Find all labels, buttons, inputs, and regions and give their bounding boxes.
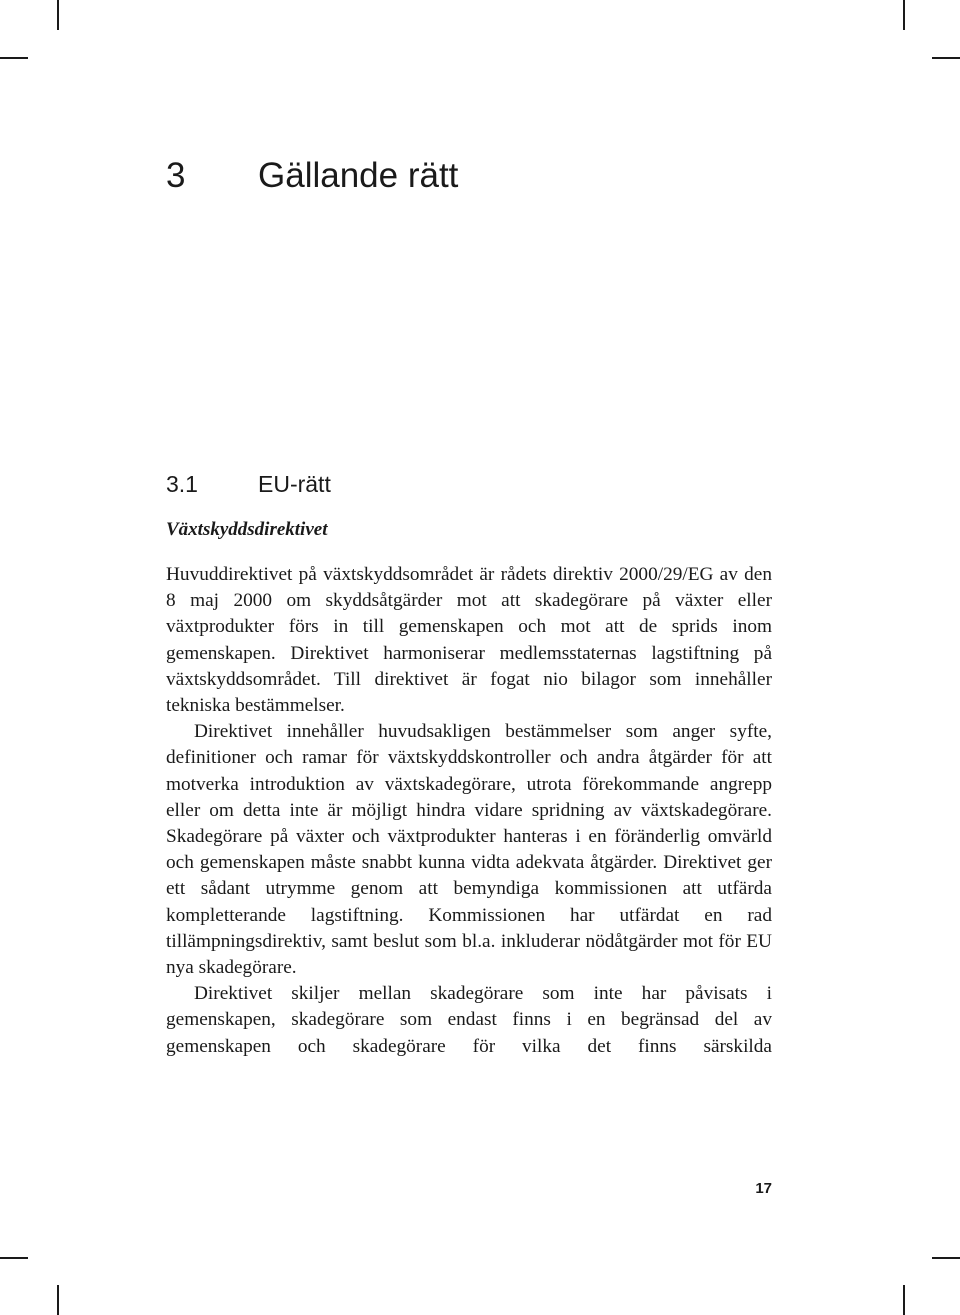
page-number: 17	[755, 1180, 772, 1197]
chapter-heading	[166, 152, 458, 200]
crop-mark	[903, 1285, 905, 1315]
crop-mark	[932, 1257, 960, 1259]
body-text	[166, 562, 772, 1060]
subheading: Växtskyddsdirektivet	[166, 519, 328, 540]
paragraph: Huvuddirektivet på växtskyddsområdet är rådets direktiv 2000/29/EG av den 8 maj 2000 om skyddsåtgärder mot att skadegörare på växter eller växtprodukter förs in till gemenskapen och mot att de sprids inom gemenskapen. Direktivet harmoniserar medlemsstaternas lagstiftning på växtskyddsområdet. Till direktivet är fogat nio bilagor som innehåller tekniska bestämmelser.	[166, 564, 772, 717]
chapter-title: Gällande rätt	[258, 156, 459, 195]
crop-mark	[57, 0, 59, 30]
section-heading	[166, 468, 331, 500]
section-title: EU-rätt	[258, 471, 331, 497]
crop-mark	[0, 57, 28, 59]
paragraph: Direktivet innehåller huvudsakligen bestämmelser som anger syfte, definitioner och ramar för växtskyddskontroller och andra åtgärder för att motverka introduktion av växtskadegörare, utrota förekommande angrepp eller om detta inte är möjligt hindra vidare spridning av växtskadegörare. Skadegörare på växter och växtprodukter hanteras i en föränderlig omvärld och gemenskapen måste snabbt kunna vidta adekvata åtgärder. Direktivet ger ett sådant utrymme genom att bemyndiga kommissionen att utfärda kompletterande lagstiftning. Kommissionen har utfärdat en rad tillämpningsdirektiv, samt beslut som bl.a. inkluderar nödåtgärder mot för EU nya skadegörare.	[166, 721, 772, 979]
paragraph: Direktivet skiljer mellan skadegörare som inte har påvisats i gemenskapen, skadegörare som endast finns i en begränsad del av gemenskapen och skadegörare för vilka det finns särskilda	[166, 983, 772, 1057]
crop-mark	[0, 1257, 28, 1259]
crop-mark	[57, 1285, 59, 1315]
crop-mark	[903, 0, 905, 30]
section-number: 3.1	[166, 471, 198, 497]
crop-mark	[932, 57, 960, 59]
chapter-number: 3	[166, 156, 186, 195]
